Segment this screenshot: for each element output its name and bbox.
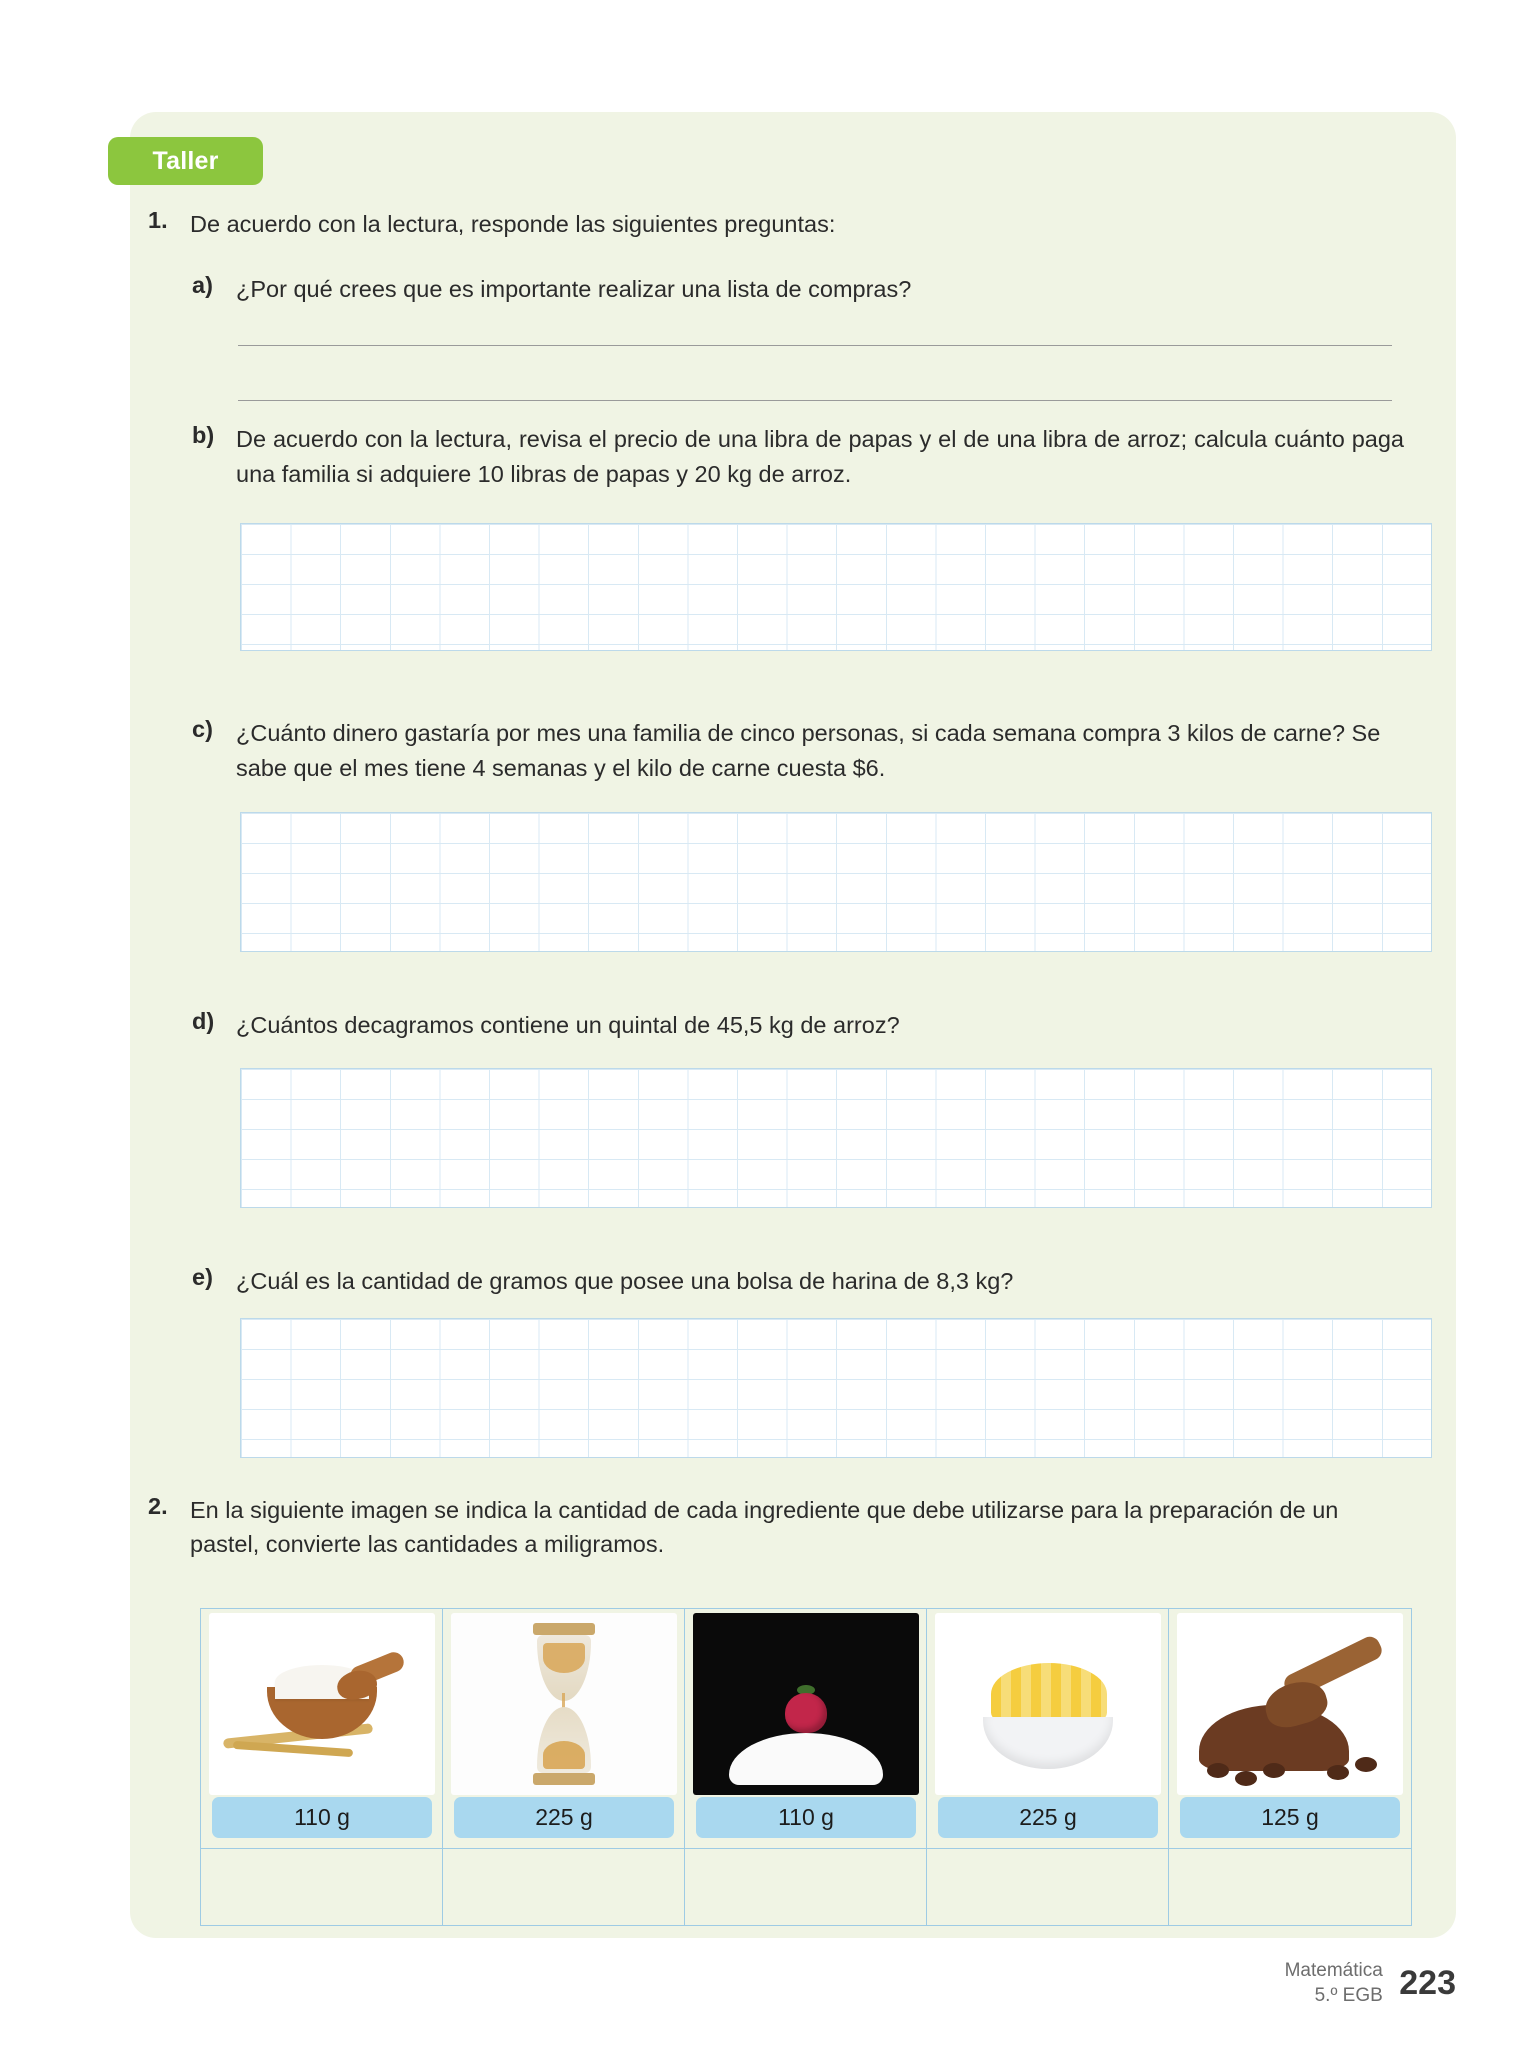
ingredient-answer-field[interactable]	[201, 1849, 442, 1927]
flour-bowl-image	[209, 1613, 435, 1795]
answer-grid-c[interactable]	[240, 812, 1432, 952]
item-a-text: ¿Por qué crees que es importante realizar una lista de compras?	[236, 276, 912, 302]
ingredient-cell	[1169, 1609, 1411, 1925]
exercise-2-number: 2.	[148, 1493, 168, 1519]
ingredient-amount-badge: 225 g	[938, 1797, 1158, 1838]
footer-level: 5.º EGB	[1314, 1985, 1383, 2006]
taller-tab	[108, 137, 263, 185]
answer-line-a-2[interactable]	[238, 400, 1392, 401]
footer-subject: Matemática	[1284, 1960, 1383, 1981]
exercise-1-number: 1.	[148, 207, 168, 233]
answer-line-a-1[interactable]	[238, 345, 1392, 346]
item-b-text: De acuerdo con la lectura, revisa el precio de una libra de papas y el de una libra de arroz; calcula cuánto paga una familia si adquiere 10 libras de papas y 20 kg de arroz.	[236, 426, 1404, 487]
answer-grid-b[interactable]	[240, 523, 1432, 651]
ingredients-table	[200, 1608, 1412, 1926]
item-e-label: e)	[192, 1264, 213, 1290]
ingredient-cell	[201, 1609, 443, 1925]
exercise-2-prompt: En la siguiente imagen se indica la cantidad de cada ingrediente que debe utilizarse para la preparación de un pastel, convierte las cantidades a miligramos.	[190, 1497, 1339, 1557]
item-e-text: ¿Cuál es la cantidad de gramos que posee una bolsa de harina de 8,3 kg?	[236, 1268, 1014, 1294]
exercise-1-prompt: De acuerdo con la lectura, responde las siguientes preguntas:	[190, 211, 836, 237]
answer-grid-d[interactable]	[240, 1068, 1432, 1208]
ingredient-cell	[685, 1609, 927, 1925]
ingredient-answer-field[interactable]	[685, 1849, 926, 1927]
ingredient-amount-badge: 225 g	[454, 1797, 674, 1838]
ingredient-amount-badge: 110 g	[212, 1797, 432, 1838]
item-a-label: a)	[192, 272, 213, 298]
ingredient-answer-field[interactable]	[927, 1849, 1168, 1927]
ingredient-answer-field[interactable]	[443, 1849, 684, 1927]
answer-grid-e[interactable]	[240, 1318, 1432, 1458]
ingredient-cell	[927, 1609, 1169, 1925]
page-footer	[1056, 1958, 1456, 2008]
item-d-label: d)	[192, 1008, 215, 1034]
butter-bowl-image	[935, 1613, 1161, 1795]
ingredient-cell	[443, 1609, 685, 1925]
sugar-raspberry-image	[693, 1613, 919, 1795]
taller-tab-label: Taller	[152, 146, 219, 175]
item-b-label: b)	[192, 422, 215, 448]
item-c-label: c)	[192, 716, 213, 742]
footer-text	[1285, 1958, 1383, 2008]
ingredient-answer-field[interactable]	[1169, 1849, 1411, 1927]
page-number: 223	[1399, 1963, 1456, 2002]
hourglass-sugar-image	[451, 1613, 677, 1795]
item-d-text: ¿Cuántos decagramos contiene un quintal de 45,5 kg de arroz?	[236, 1012, 900, 1038]
cocoa-powder-image	[1177, 1613, 1403, 1795]
ingredient-amount-badge: 125 g	[1180, 1797, 1400, 1838]
ingredient-amount-badge: 110 g	[696, 1797, 916, 1838]
item-c-text: ¿Cuánto dinero gastaría por mes una familia de cinco personas, si cada semana compra 3 kilos de carne? Se sabe que el mes tiene 4 semanas y el kilo de carne cuesta $6.	[236, 720, 1381, 781]
